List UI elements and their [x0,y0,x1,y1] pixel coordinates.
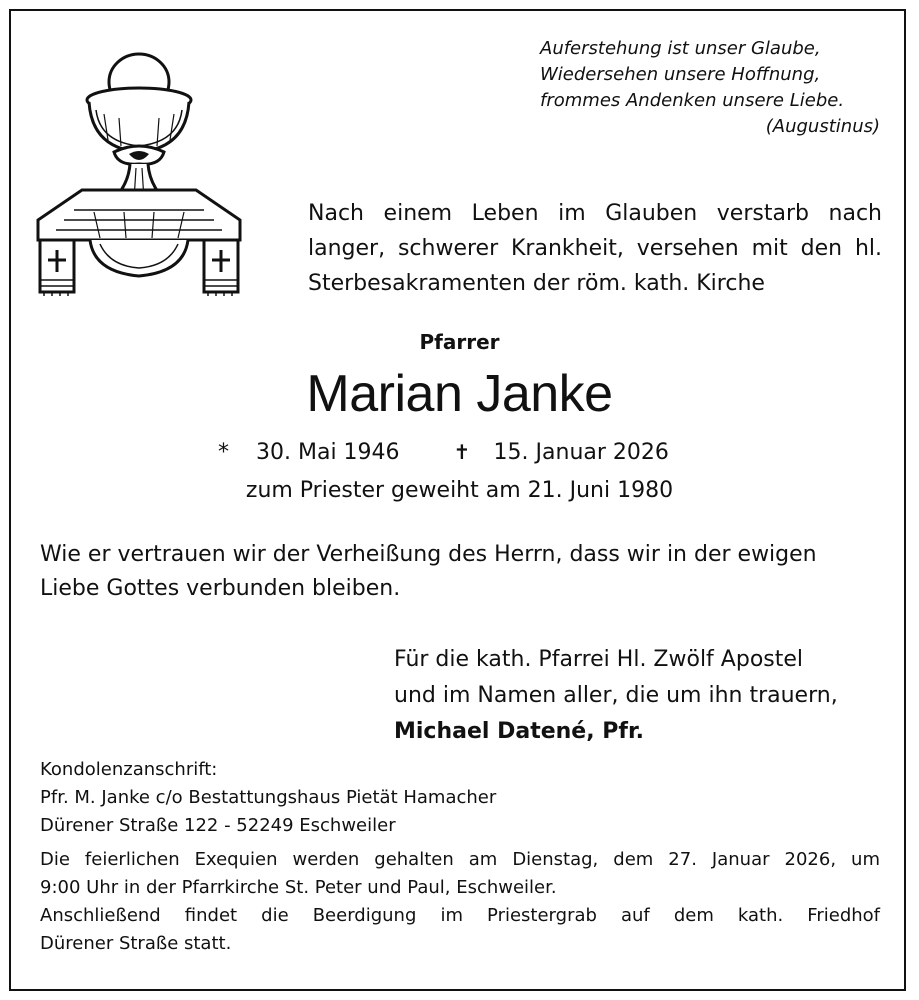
death-date: 15. Januar 2026 [493,440,669,465]
exequies-line: Anschließend findet die Beerdigung im Priestergrab auf dem kath. Friedhof [40,905,880,926]
address-line: Pfr. M. Janke c/o Bestattungshaus Pietät Hamacher [40,787,497,808]
signer-name: Michael Datené, Pfr. [394,719,645,744]
quote-source: (Augustinus) [765,116,880,137]
faith-text: Wie er vertrauen wir der Verheißung des Herrn, dass wir in der ewigen Liebe Gottes verbunden bleiben. [40,542,817,601]
condolence-address [40,756,496,840]
quote-line: frommes Andenken unsere Liebe. [540,90,845,111]
chalice-icon [34,40,244,296]
birth-date: 30. Mai 1946 [256,440,400,465]
signature-line: Für die kath. Pfarrei Hl. Zwölf Apostel [394,647,804,672]
quote-line: Wiedersehen unsere Hoffnung, [540,64,821,85]
life-dates [218,440,669,465]
intro-line: Nach einem Leben im Glauben verstarb nach [308,201,882,226]
exequies-line: Die feierlichen Exequien werden gehalten am Dienstag, dem 27. Januar 2026, um [40,849,880,870]
intro-text [308,196,882,301]
augustinus-quote [540,36,880,140]
intro-line: Sterbesakramenten der röm. kath. Kirche [308,271,765,296]
deceased-name: Marian Janke [306,365,613,423]
title-text: Pfarrer [419,330,500,354]
birth-symbol: * [218,440,229,465]
condolence-label: Kondolenzanschrift: [40,759,218,780]
cross-icon: ✝ [453,440,471,464]
exequies-text [40,846,880,958]
address-line: Dürener Straße 122 - 52249 Eschweiler [40,815,396,836]
deceased-title [0,330,919,354]
signature-block [394,642,838,750]
ordination-date: zum Priester geweiht am 21. Juni 1980 [245,478,674,503]
intro-line: langer, schwerer Krankheit, versehen mit den hl. [308,236,882,261]
exequies-line: Dürener Straße statt. [40,933,232,954]
signature-line: und im Namen aller, die um ihn trauern, [394,683,838,708]
quote-line: Auferstehung ist unser Glaube, [540,38,821,59]
exequies-line: 9:00 Uhr in der Pfarrkirche St. Peter und Paul, Eschweiler. [40,877,557,898]
